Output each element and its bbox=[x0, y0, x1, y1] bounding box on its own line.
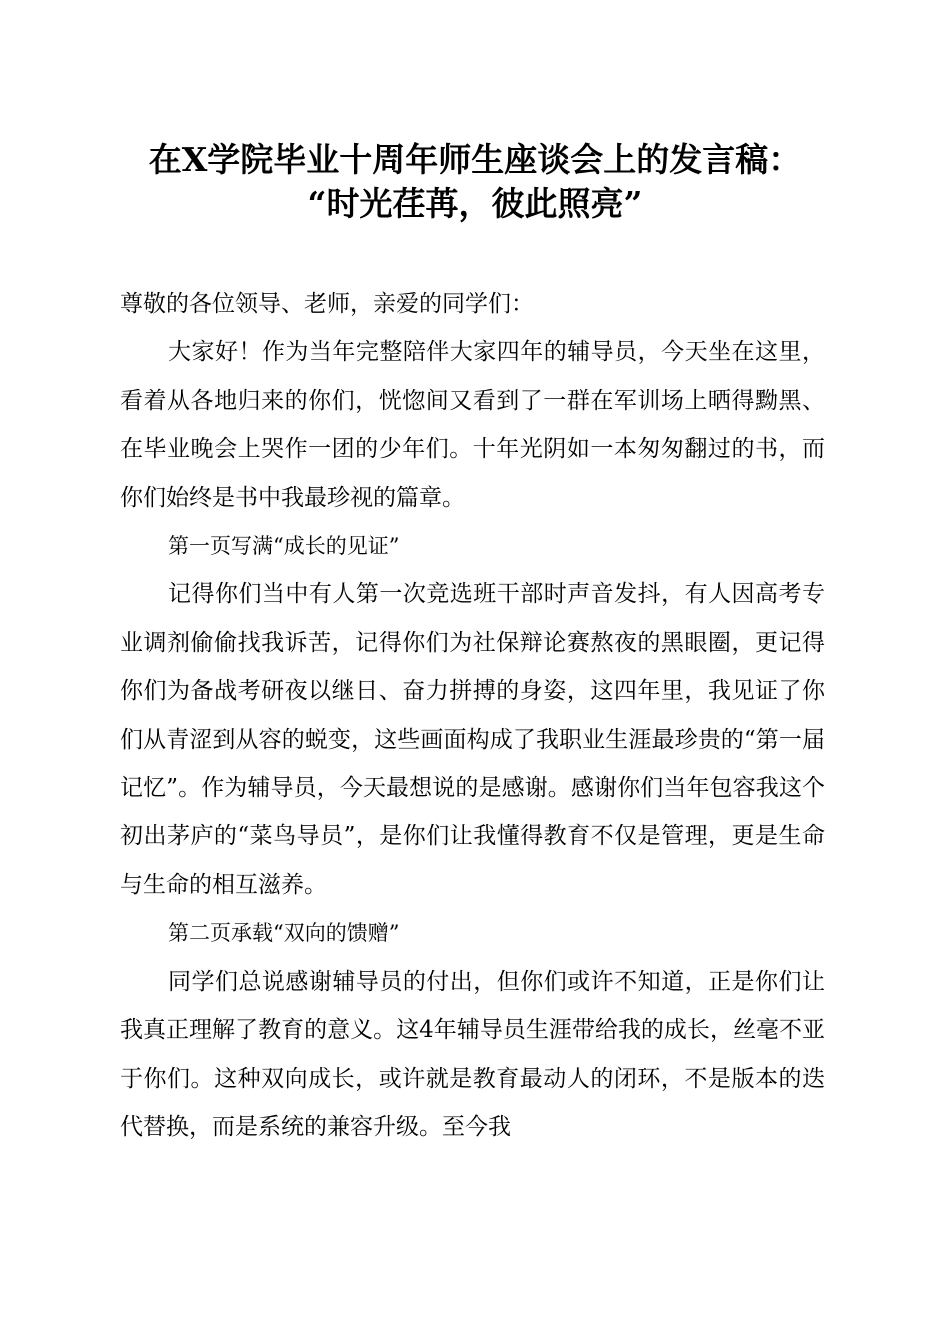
paragraph-intro: 大家好！作为当年完整陪伴大家四年的辅导员，今天坐在这里，看着从各地归来的你们，恍惚间又看到了一群在军训场上晒得黝黑、在毕业晚会上哭作一团的少年们。十年光阴如一本匆匆翻过的书，而你们始终是书中我最珍视的篇章。 bbox=[120, 339, 825, 511]
document-title-line-2: “时光荏苒，彼此照亮” bbox=[307, 184, 643, 223]
paragraph-growth: 记得你们当中有人第一次竞选班干部时声音发抖，有人因高考专业调剂偷偷找我诉苦，记得你们为社保辩论赛熬夜的黑眼圈，更记得你们为备战考研夜以继日、奋力拼搏的身姿，这四年里，我见证了你们从青涩到从容的蜕变，这些画面构成了我职业生涯最珍贵的“第一届记忆”。作为辅导员，今天最想说的是感谢。感谢你们当年包容我这个初出茅庐的“菜鸟导员”，是你们让我懂得教育不仅是管理，更是生命与生命的相互滋养。 bbox=[120, 581, 825, 898]
section-heading-1: 第一页写满“成长的见证” bbox=[168, 534, 400, 559]
document-body bbox=[120, 280, 825, 1151]
paragraph-mutual: 同学们总说感谢辅导员的付出，但你们或许不知道，正是你们让我真正理解了教育的意义。这4年辅导员生涯带给我的成长，丝毫不亚于你们。这种双向成长，或许就是教育最动人的闭环，不是版本的迭代替换，而是系统的兼容升级。至今我 bbox=[120, 968, 825, 1140]
salutation: 尊敬的各位领导、老师，亲爱的同学们： bbox=[120, 291, 534, 317]
section-heading-2: 第二页承载“双向的馈赠” bbox=[168, 921, 400, 946]
document-title-line-1: 在X学院毕业十周年师生座谈会上的发言稿： bbox=[148, 140, 802, 179]
